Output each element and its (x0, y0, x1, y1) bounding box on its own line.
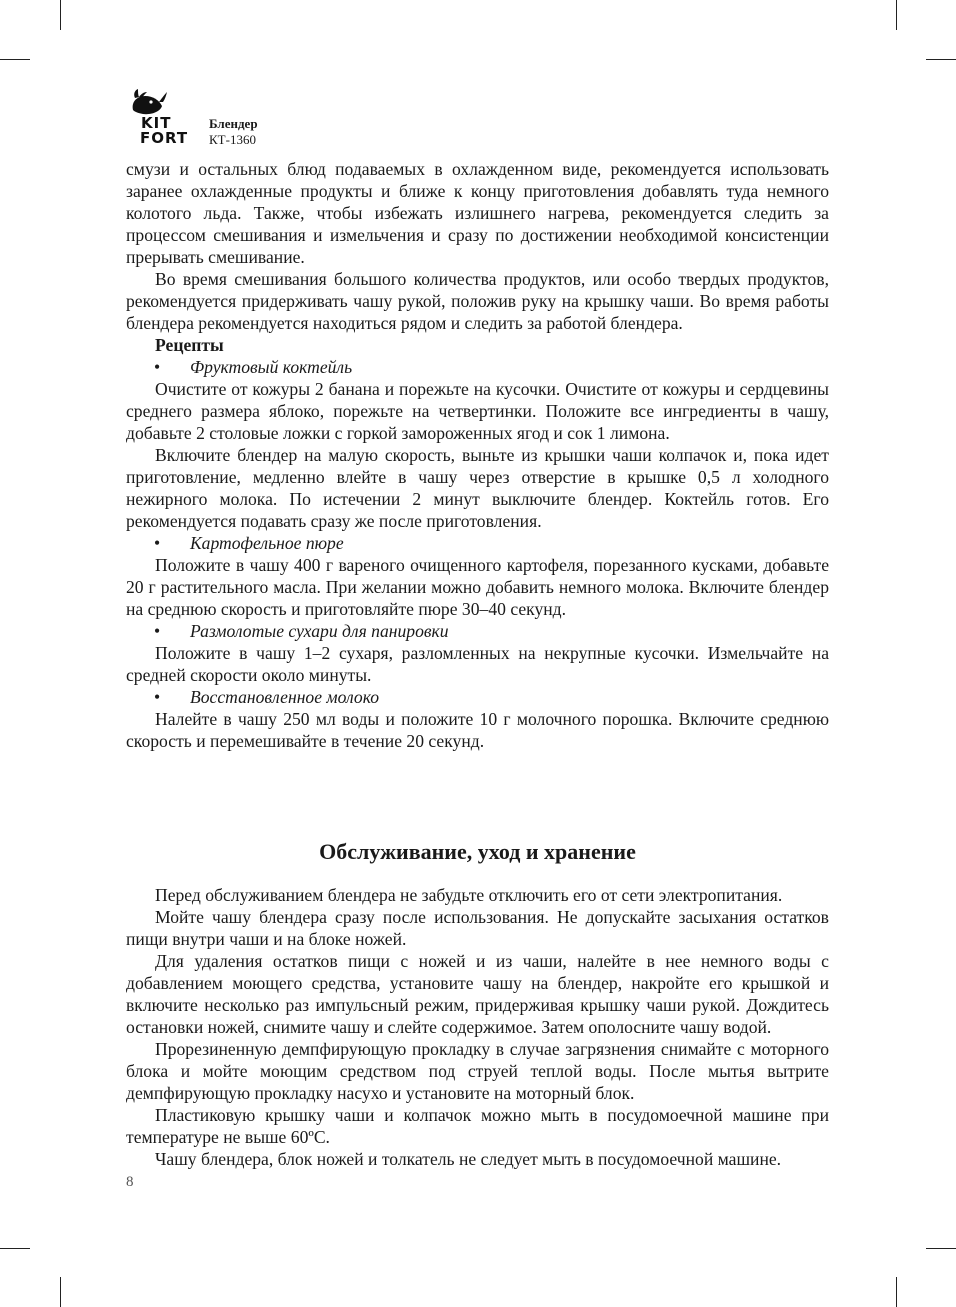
crop-mark (926, 59, 956, 60)
whale-icon (129, 88, 169, 116)
intro-paragraph-2: Во время смешивания большого количества продуктов, или особо твердых продуктов, рекомендуется придерживать чашу рукой, положив руку на крышку чаши. Во время работы блендера рекомендуется находиться рядом и следить за работой блендера. (126, 269, 829, 333)
recipes-heading: Рецепты (155, 335, 224, 355)
page-number: 8 (126, 1174, 134, 1190)
section-title: Обслуживание, уход и хранение (319, 839, 636, 864)
maintenance-paragraph: Пластиковую крышку чаши и колпачок можно мыть в посудомоечной машине при температуре не выше 60ºС. (126, 1105, 829, 1147)
recipe-title-milk (126, 686, 829, 708)
crop-mark (896, 1277, 897, 1307)
recipe-title-text: Восстановленное молоко (190, 687, 380, 707)
recipe-title-mashed-potatoes (126, 532, 829, 554)
page-header (127, 88, 427, 150)
brand-logo (127, 88, 197, 150)
recipe-paragraph: Налейте в чашу 250 мл воды и положите 10 г молочного порошка. Включите среднюю скорость и перемешивайте в течение 20 секунд. (126, 709, 829, 751)
recipe-title-text: Размолотые сухари для панировки (190, 621, 449, 641)
intro-paragraph-1: смузи и остальных блюд подаваемых в охлажденном виде, рекомендуется использовать заранее охлажденные продукты и ближе к концу приготовления добавлять туда немного колотого льда. Также, чтобы избежать излишнего нагрева, рекомендуется следить за процессом смешивания и измельчения и сразу по достижении необходимой консистенции прерывать смешивание. (126, 159, 829, 267)
recipe-title-text: Картофельное пюре (190, 533, 344, 553)
recipe-paragraph: Очистите от кожуры 2 банана и порежьте на кусочки. Очистите от кожуры и сердцевины среднего размера яблоко, порежьте на четвертинки. Положите все ингредиенты в чашу, добавьте 2 столовые ложки с горкой замороженных ягод и сок 1 лимона. (126, 379, 829, 443)
bullet-icon: • (154, 357, 161, 377)
crop-mark (926, 1248, 956, 1249)
maintenance-paragraph: Чашу блендера, блок ножей и толкатель не следует мыть в посудомоечной машине. (155, 1149, 782, 1169)
crop-mark (896, 0, 897, 30)
bullet-icon: • (154, 621, 161, 641)
recipe-paragraph: Положите в чашу 400 г вареного очищенного картофеля, порезанного кусками, добавьте 20 г растительного масла. При желании можно добавить немного молока. Включите блендер на среднюю скорость и приготовляйте пюре 30–40 секунд. (126, 555, 829, 619)
recipe-paragraph: Положите в чашу 1–2 сухаря, разломленных на некрупные кусочки. Измельчайте на средней скорости около минуты. (126, 643, 829, 685)
recipes-text (126, 158, 829, 752)
crop-mark (0, 1248, 30, 1249)
maintenance-paragraph: Прорезиненную демпфирующую прокладку в случае загрязнения снимайте с моторного блока и мойте моющим средством под струей теплой воды. После мытья вытрите демпфирующую прокладку насухо и установите на моторный блок. (126, 1039, 829, 1103)
maintenance-text (126, 884, 829, 1170)
maintenance-paragraph: Для удаления остатков пищи с ножей и из чаши, налейте в нее немного воды с добавлением моющего средства, установите чашу на блендер, накройте его крышкой и включите несколько раз импульсный режим, придерживая крышку чаши рукой. Дождитесь остановки ножей, снимите чашу и слейте содержимое. Затем ополосните чашу водой. (126, 951, 829, 1037)
recipe-paragraph: Включите блендер на малую скорость, выньте из крышки чаши колпачок и, пока идет приготовление, медленно влейте в чашу через отверстие в крышке 0,5 л холодного нежирного молока. По истечении 2 минут выключите блендер. Коктейль готов. Его рекомендуется подавать сразу же после приготовления. (126, 445, 829, 531)
product-model: КТ-1360 (209, 132, 256, 147)
logo-line-2: FORT (140, 129, 189, 147)
crop-mark (60, 0, 61, 30)
recipe-title-fruit-cocktail (126, 356, 829, 378)
crop-mark (60, 1277, 61, 1307)
bullet-icon: • (154, 533, 161, 553)
maintenance-paragraph: Мойте чашу блендера сразу после использования. Не допускайте засыхания остатков пищи внутри чаши и на блоке ножей. (126, 907, 829, 949)
recipe-title-text: Фруктовый коктейль (190, 357, 353, 377)
logo-line-1: KIT (141, 114, 172, 132)
crop-mark (0, 59, 30, 60)
bullet-icon: • (154, 687, 161, 707)
maintenance-paragraph: Перед обслуживанием блендера не забудьте отключить его от сети электропитания. (155, 885, 783, 905)
recipe-title-breadcrumbs (126, 620, 829, 642)
product-name: Блендер (209, 116, 258, 131)
